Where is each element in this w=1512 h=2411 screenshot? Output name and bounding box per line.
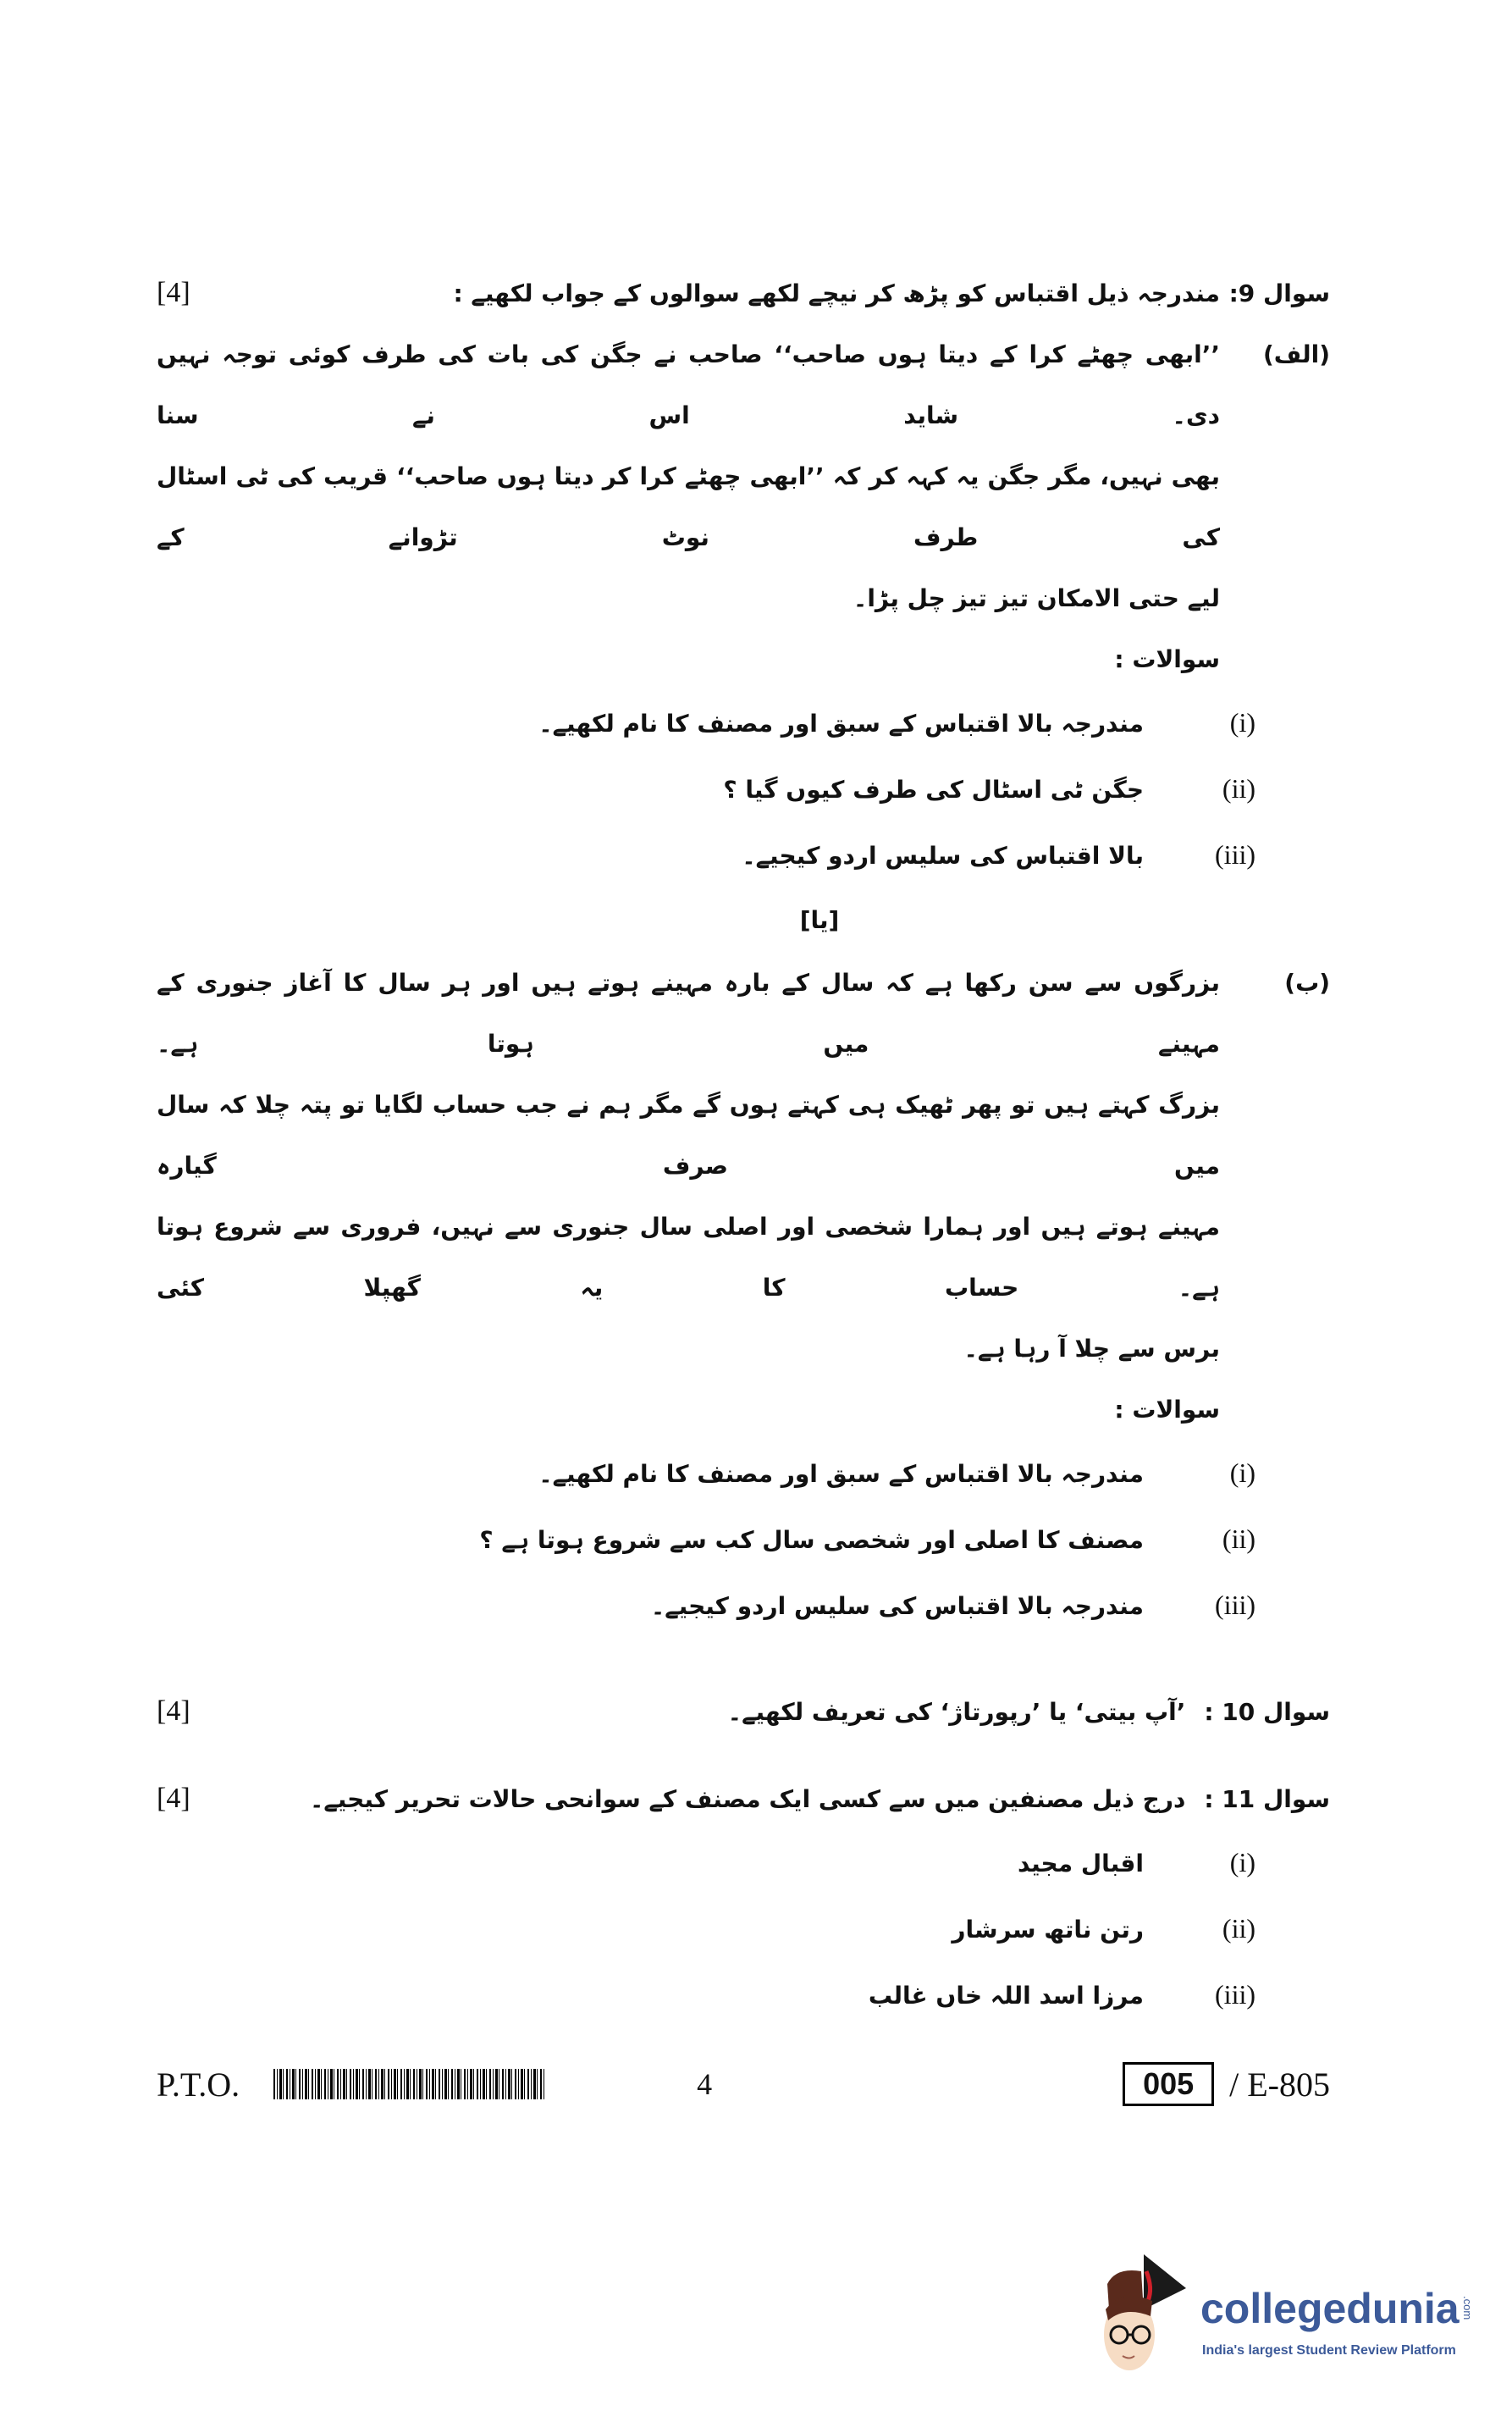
part-b-questions-heading: سوالات :	[1114, 1396, 1220, 1424]
question-text: مندرجہ بالا اقتباس کے سبق اور مصنف کا نام لکھیے۔	[538, 710, 1144, 738]
question-number: (iii)	[1215, 1590, 1255, 1620]
part-b-label: (ب)	[1284, 969, 1330, 997]
page-number: 4	[697, 2067, 713, 2101]
question-number: (iii)	[1215, 839, 1255, 870]
or-label: [یا]	[799, 906, 840, 934]
part-b-line: برس سے چلا آ رہا ہے۔	[963, 1335, 1220, 1363]
q9-row	[157, 263, 1330, 324]
q11-label: سوال 11 :	[1204, 1785, 1330, 1813]
pto-label: P.T.O.	[157, 2065, 240, 2104]
option-row	[157, 1896, 1255, 1962]
question-number: (ii)	[1222, 1523, 1255, 1554]
question-row	[157, 756, 1255, 822]
question-row	[157, 690, 1255, 756]
q10-marks: [4]	[157, 1695, 190, 1727]
part-a-line: لیے حتی الامکان تیز تیز چل پڑا۔	[853, 584, 1220, 612]
option-row	[157, 1830, 1255, 1896]
question-row	[157, 1441, 1255, 1507]
mascot-icon	[1097, 2250, 1199, 2377]
part-b	[157, 953, 1330, 1380]
question-row	[157, 1507, 1255, 1573]
part-a-label: (الف)	[1262, 340, 1330, 368]
q11-row	[157, 1768, 1330, 1830]
option-number: (ii)	[1222, 1913, 1255, 1944]
page-footer	[157, 2062, 1330, 2106]
spacer	[157, 1639, 1330, 1681]
option-text: رتن ناتھ سرشار	[952, 1916, 1144, 1944]
part-a-line: بھی نہیں، مگر جگن یہ کہہ کر کہ ’’ابھی چھٹے کرا کر دیتا ہوں صاحب‘‘ قریب کی ٹی اسٹال کی طرف نوٹ تڑوانے کے	[157, 462, 1220, 551]
part-b-line: بزرگ کہتے ہیں تو پھر ٹھیک ہی کہتے ہوں گے مگر ہم نے جب حساب لگایا تو پتہ چلا کہ سال میں صرف گیارہ	[157, 1091, 1220, 1180]
question-number: (i)	[1229, 1457, 1255, 1488]
q11-text: درج ذیل مصنفین میں سے کسی ایک مصنف کے سوانحی حالات تحریر کیجیے۔	[309, 1785, 1186, 1813]
q9-label: سوال 9:	[1228, 279, 1330, 307]
question-number: (i)	[1229, 707, 1255, 738]
collegedunia-logo[interactable]	[1097, 2250, 1487, 2377]
part-a	[157, 324, 1330, 629]
question-number: (ii)	[1222, 773, 1255, 804]
part-a-passage	[157, 324, 1220, 629]
option-number: (i)	[1229, 1847, 1255, 1877]
spacer	[157, 1743, 1330, 1768]
question-text: مندرجہ بالا اقتباس کے سبق اور مصنف کا نام لکھیے۔	[538, 1460, 1144, 1488]
q11-marks: [4]	[157, 1783, 190, 1814]
logo-suffix: .com	[1461, 2296, 1474, 2320]
question-text: مندرجہ بالا اقتباس کی سلیس اردو کیجیے۔	[650, 1592, 1144, 1620]
barcode	[273, 2069, 544, 2099]
q9-marks: [4]	[157, 277, 190, 308]
paper-code-box: 005	[1123, 2062, 1214, 2106]
part-b-line: مہینے ہوتے ہیں اور ہمارا شخصی اور اصلی سال جنوری سے نہیں، فروری سے شروع ہوتا ہے۔ حساب کا یہ گھپلا کئی	[157, 1213, 1220, 1302]
question-row	[157, 1573, 1255, 1639]
paper-series: / E-805	[1229, 2065, 1330, 2104]
q10-row	[157, 1681, 1330, 1743]
question-row	[157, 822, 1255, 888]
part-a-line: ’’ابھی چھٹے کرا کے دیتا ہوں صاحب‘‘ صاحب نے جگن کی بات کی طرف کوئی توجہ نہیں دی۔ شاید اس نے سنا	[157, 340, 1220, 429]
part-b-passage	[157, 953, 1220, 1380]
question-text: جگن ٹی اسٹال کی طرف کیوں گیا ؟	[723, 776, 1144, 804]
q9-prompt: مندرجہ ذیل اقتباس کو پڑھ کر نیچے لکھے سوالوں کے جواب لکھیے :	[453, 279, 1220, 307]
option-row	[157, 1962, 1255, 2028]
logo-tagline: India's largest Student Review Platform	[1202, 2343, 1456, 2358]
option-text: اقبال مجید	[1017, 1850, 1144, 1877]
part-b-line: بزرگوں سے سن رکھا ہے کہ سال کے بارہ مہینے ہوتے ہیں اور ہر سال کا آغاز جنوری کے مہینے میں ہوتا ہے۔	[157, 969, 1220, 1058]
question-text: مصنف کا اصلی اور شخصی سال کب سے شروع ہوتا ہے ؟	[479, 1526, 1144, 1554]
q10-label: سوال 10 :	[1204, 1698, 1330, 1726]
option-number: (iii)	[1215, 1979, 1255, 2010]
logo-brand: collegedunia	[1200, 2285, 1460, 2332]
question-text: بالا اقتباس کی سلیس اردو کیجیے۔	[742, 842, 1144, 870]
q10-text: ’آپ بیتی‘ یا ’رپورتاژ‘ کی تعریف لکھیے۔	[727, 1698, 1186, 1726]
part-a-questions-heading: سوالات :	[1114, 645, 1220, 673]
option-text: مرزا اسد اللہ خاں غالب	[868, 1982, 1144, 2010]
